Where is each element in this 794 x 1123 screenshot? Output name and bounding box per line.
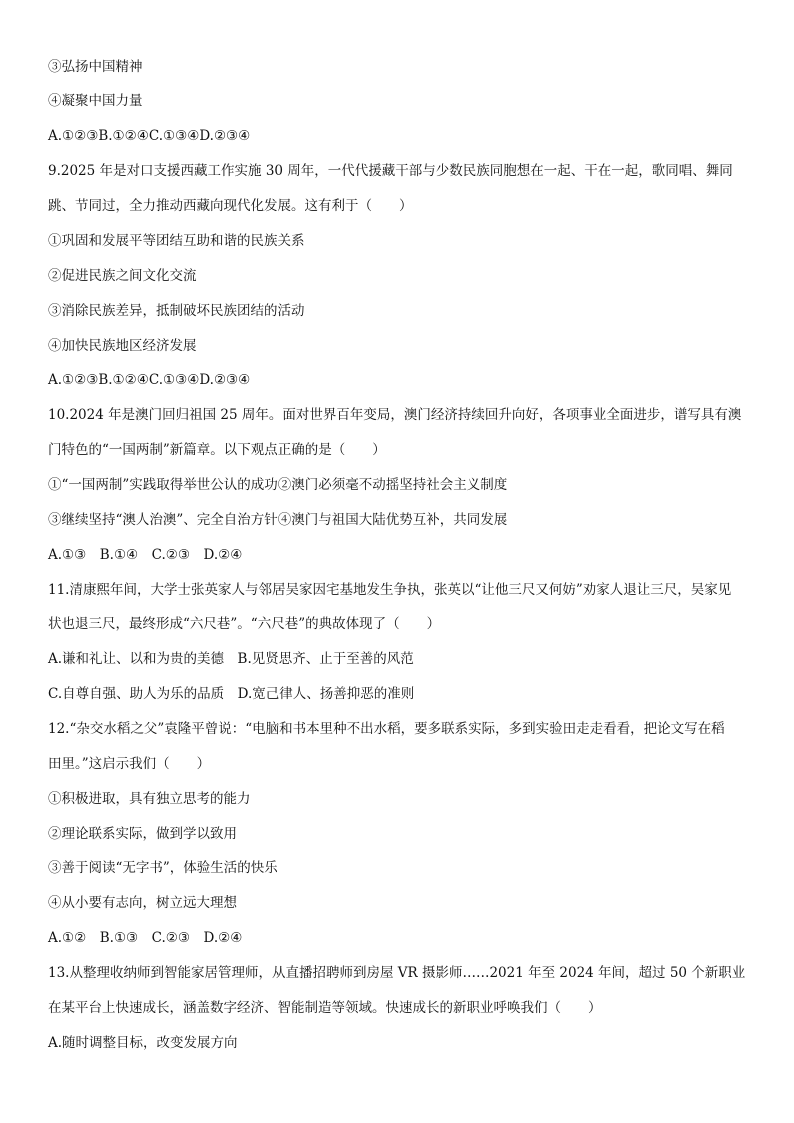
text-line: A.①②③B.①②④C.①③④D.②③④ bbox=[48, 128, 251, 144]
question-9-stem: 9.2025 年是对口支援西藏工作实施 30 周年，一代代援藏干部与少数民族同胞想在一起、干在一起，歌同唱、舞同 bbox=[48, 163, 733, 179]
answer-options: A.①② B.①③ C.②③ D.②④ bbox=[48, 930, 243, 946]
answer-option: A.随时调整目标，改变发展方向 bbox=[48, 1035, 238, 1051]
question-12-stem: 田里。”这启示我们（ ） bbox=[48, 756, 211, 772]
answer-options: C.自尊自强、助人为乐的品质 D.宽己律人、扬善抑恶的准则 bbox=[48, 686, 415, 702]
question-13-stem: 13.从整理收纳师到智能家居管理师，从直播招聘师到房屋 VR 摄影师……2021 年至 2024 年间，超过 50 个新职业 bbox=[48, 965, 746, 981]
question-11-stem: 状也退三尺，最终形成“六尺巷”。“六尺巷”的典故体现了（ ） bbox=[48, 616, 441, 632]
text-line: ③继续坚持“澳人治澳”、完全自治方针④澳门与祖国大陆优势互补，共同发展 bbox=[48, 512, 508, 528]
text-line: ③消除民族差异，抵制破坏民族团结的活动 bbox=[48, 303, 305, 319]
question-13-stem: 在某平台上快速成长，涵盖数字经济、智能制造等领域。快速成长的新职业呼唤我们（ ） bbox=[48, 1000, 602, 1016]
text-line: ②促进民族之间文化交流 bbox=[48, 268, 197, 284]
answer-options: A.①②③B.①②④C.①③④D.②③④ bbox=[48, 372, 251, 388]
text-line: ①“一国两制”实践取得举世公认的成功②澳门必须毫不动摇坚持社会主义制度 bbox=[48, 477, 508, 493]
answer-options: A.谦和礼让、以和为贵的美德 B.见贤思齐、止于至善的风范 bbox=[48, 651, 414, 667]
text-line: ①巩固和发展平等团结互助和谐的民族关系 bbox=[48, 233, 305, 249]
text-line: ②理论联系实际，做到学以致用 bbox=[48, 826, 237, 842]
text-line: ③弘扬中国精神 bbox=[48, 59, 143, 75]
answer-options: A.①③ B.①④ C.②③ D.②④ bbox=[48, 547, 243, 563]
text-line: ④凝聚中国力量 bbox=[48, 93, 143, 109]
text-line: ③善于阅读“无字书”，体验生活的快乐 bbox=[48, 860, 278, 876]
text-line: ①积极进取，具有独立思考的能力 bbox=[48, 791, 251, 807]
question-12-stem: 12.“杂交水稻之父”袁隆平曾说：“电脑和书本里种不出水稻，要多联系实际，多到实验田走走看看，把论文写在稻 bbox=[48, 721, 725, 737]
question-10-stem: 门特色的“一国两制”新篇章。以下观点正确的是（ ） bbox=[48, 442, 386, 458]
question-10-stem: 10.2024 年是澳门回归祖国 25 周年。面对世界百年变局，澳门经济持续回升向好，各项事业全面进步，谱写具有澳 bbox=[48, 407, 742, 423]
question-9-stem: 跳、节同过，全力推动西藏向现代化发展。这有利于（ ） bbox=[48, 198, 413, 214]
question-11-stem: 11.清康熙年间，大学士张英家人与邻居吴家因宅基地发生争执，张英以“让他三尺又何妨”劝家人退让三尺，吴家见 bbox=[48, 582, 732, 598]
text-line: ④加快民族地区经济发展 bbox=[48, 338, 197, 354]
text-line: ④从小要有志向，树立远大理想 bbox=[48, 895, 237, 911]
